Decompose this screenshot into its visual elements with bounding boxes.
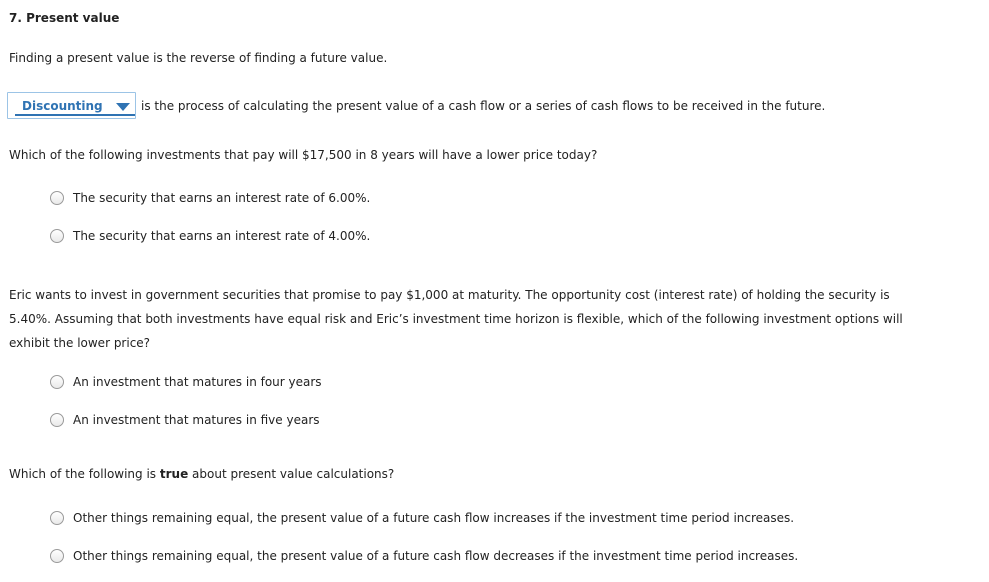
dropdown-underline: [15, 114, 135, 116]
question-1-text: Which of the following investments that pay will $17,500 in 8 years will have a lower price today?: [9, 148, 598, 162]
option-label: An investment that matures in five years: [73, 413, 320, 427]
radio-button[interactable]: [50, 229, 64, 243]
question-3-emphasis: true: [159, 467, 189, 481]
radio-button[interactable]: [50, 191, 64, 205]
caret-down-icon: [116, 103, 130, 111]
question-3-suffix: about present value calculations?: [188, 467, 395, 481]
radio-button[interactable]: [50, 413, 64, 427]
dropdown-sentence: is the process of calculating the present value of a cash flow or a series of cash flows to be received in the future.: [141, 99, 826, 113]
option-label: An investment that matures in four years: [73, 375, 322, 389]
dropdown-selected-value: Discounting: [22, 99, 103, 113]
option-label: Other things remaining equal, the present value of a future cash flow decreases if the investment time period increases.: [73, 549, 799, 563]
radio-button[interactable]: [50, 375, 64, 389]
intro-text: Finding a present value is the reverse of finding a future value.: [9, 51, 388, 65]
discounting-dropdown[interactable]: [7, 92, 136, 119]
option-label: The security that earns an interest rate of 6.00%.: [73, 191, 371, 205]
question-2-text: Eric wants to invest in government securities that promise to pay $1,000 at maturity. The opportunity cost (interest rate) of holding the security is 5.40%. Assuming that both investments have equal risk and Eric’s investment time horizon is flexible, which of the following investment options will exhibit the lower price?: [9, 288, 903, 350]
question-3-prefix: Which of the following is: [9, 467, 160, 481]
question-3-text: [9, 467, 394, 481]
radio-button[interactable]: [50, 511, 64, 525]
section-title: 7. Present value: [9, 11, 120, 25]
option-label: The security that earns an interest rate of 4.00%.: [73, 229, 371, 243]
option-label: Other things remaining equal, the present value of a future cash flow increases if the investment time period increases.: [73, 511, 795, 525]
radio-button[interactable]: [50, 549, 64, 563]
